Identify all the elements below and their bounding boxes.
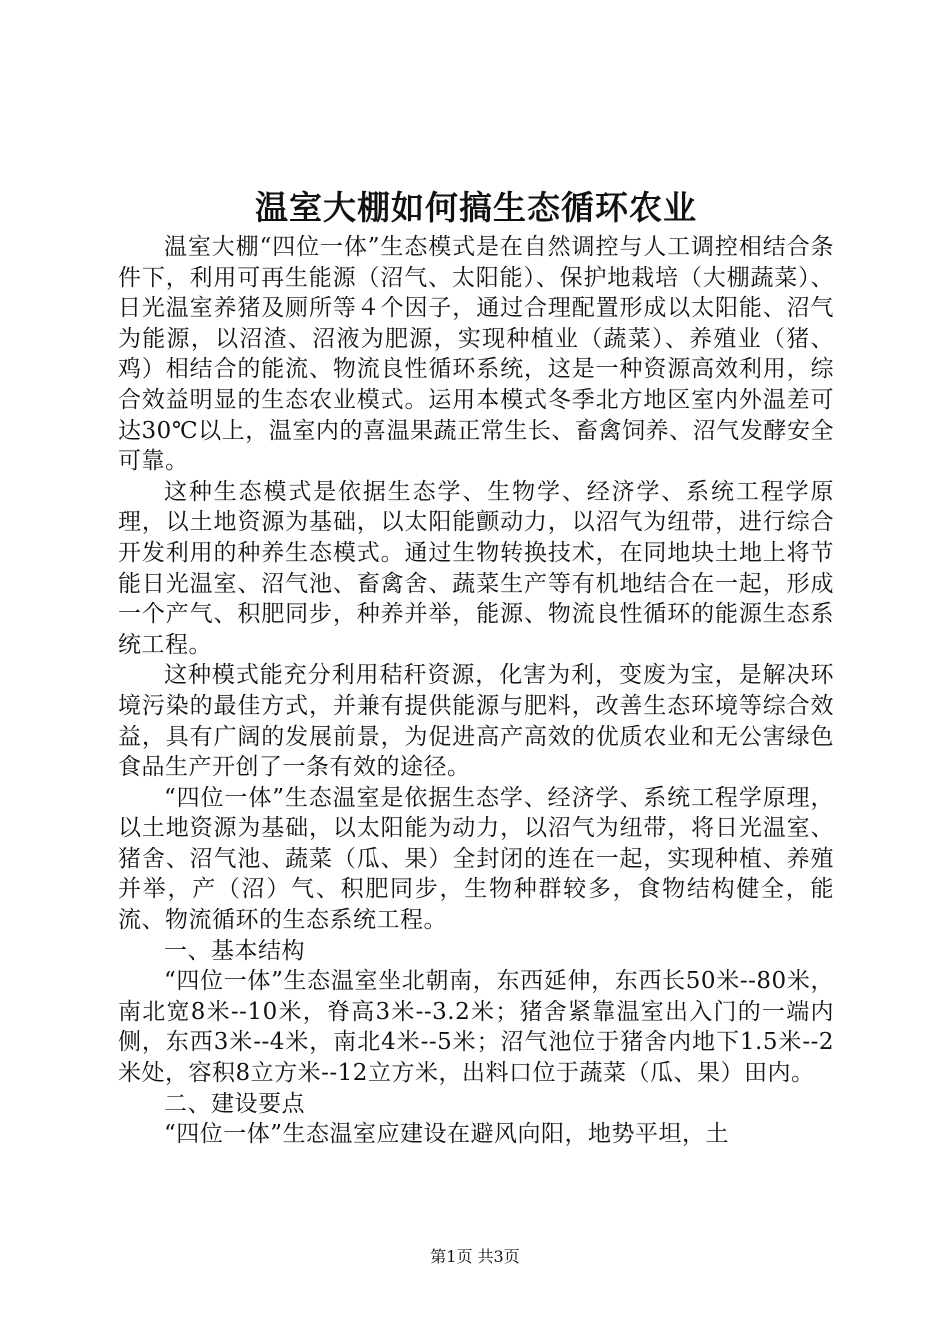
- document-page: [118, 186, 834, 1150]
- section-heading-construction-points: 二、建设要点: [164, 1090, 305, 1117]
- paragraph-intro: 温室大棚“四位一体”生态模式是在自然调控与人工调控相结合条件下，利用可再生能源（沼气、太阳能）、保护地栽培（大棚蔬菜）、日光温室养猪及厕所等４个因子，通过合理配置形成以太阳能、沼气为能源，以沼渣、沼液为肥源，实现种植业（蔬菜）、养殖业（猪、鸡）相结合的能流、物流良性循环系统，这是一种资源高效利用，综合效益明显的生态农业模式。运用本模式冬季北方地区室内外温差可达30℃以上，温室内的喜温果蔬正常生长、畜禽饲养、沼气发酵安全可靠。: [118, 234, 834, 475]
- paragraph-benefits: 这种模式能充分利用秸秆资源，化害为利，变废为宝，是解决环境污染的最佳方式，并兼有提供能源与肥料，改善生态环境等综合效益，具有广阔的发展前景，为促进高产高效的优质农业和无公害绿色食品生产开创了一条有效的途径。: [118, 662, 834, 781]
- paragraph-basic-structure: “四位一体”生态温室坐北朝南，东西延伸，东西长50米--80米，南北宽8米--10米，脊高3米--3.2米；猪舍紧靠温室出入门的一端内侧，东西3米--4米，南北4米--5米；沼气池位于猪舍内地下1.5米--2米处，容积8立方米--12立方米，出料口位于蔬菜（瓜、果）田内。: [118, 968, 834, 1087]
- page-number-footer: 第1页 共3页: [430, 1247, 520, 1266]
- paragraph-four-in-one: “四位一体”生态温室是依据生态学、经济学、系统工程学原理，以土地资源为基础，以太阳能为动力，以沼气为纽带，将日光温室、猪舍、沼气池、蔬菜（瓜、果）全封闭的连在一起，实现种植、养殖并举，产（沼）气、积肥同步，生物种群较多，食物结构健全，能流、物流循环的生态系统工程。: [118, 784, 834, 934]
- paragraph-construction-points: “四位一体”生态温室应建设在避风向阳，地势平坦，土: [164, 1121, 730, 1148]
- section-heading-basic-structure: 一、基本结构: [164, 937, 305, 964]
- paragraph-principle: 这种生态模式是依据生态学、生物学、经济学、系统工程学原理，以土地资源为基础，以太阳能颤动力，以沼气为纽带，进行综合开发利用的种养生态模式。通过生物转换技术，在同地块土地上将节能日光温室、沼气池、畜禽舍、蔬菜生产等有机地结合在一起，形成一个产气、积肥同步，种养并举，能源、物流良性循环的能源生态系统工程。: [118, 478, 834, 658]
- page-title: 温室大棚如何搞生态循环农业: [255, 188, 697, 227]
